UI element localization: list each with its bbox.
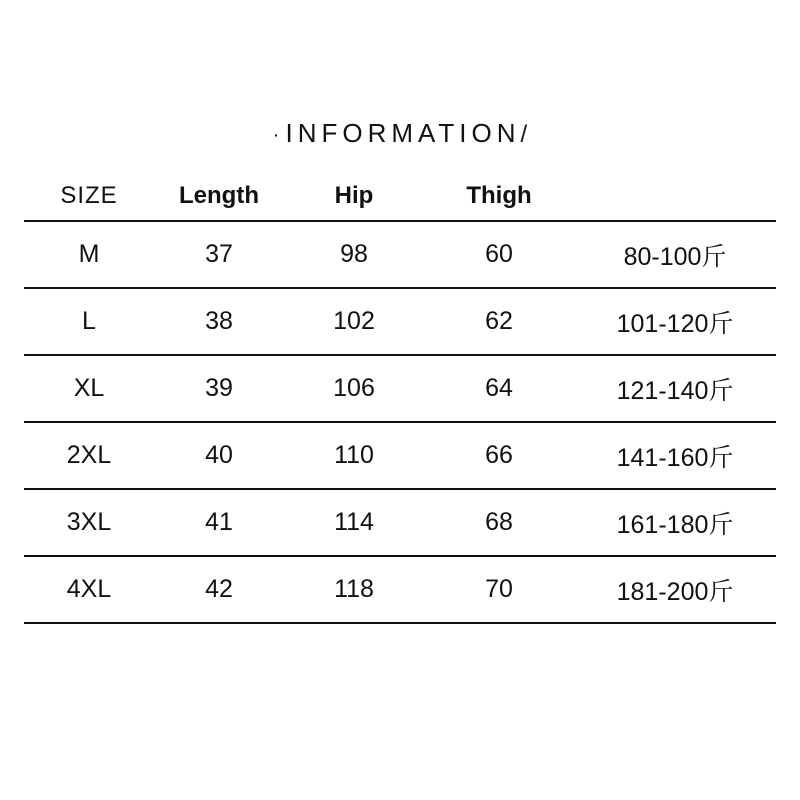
- cell-length: 40: [205, 441, 233, 469]
- cell-weight: 181-200斤: [616, 577, 734, 606]
- table-row: [24, 423, 776, 490]
- cell-weight: 161-180斤: [616, 510, 734, 539]
- title-suffix: /: [520, 121, 528, 148]
- cell-size: 4XL: [66, 575, 112, 603]
- cell-size: L: [82, 307, 96, 335]
- cell-size: 2XL: [66, 441, 112, 469]
- title-bullet: ·: [272, 123, 280, 146]
- column-header-hip: Hip: [334, 182, 374, 209]
- column-header-size: SIZE: [60, 182, 118, 209]
- table-row: [24, 222, 776, 289]
- cell-hip: 110: [334, 441, 374, 469]
- cell-thigh: 60: [485, 240, 513, 268]
- cell-length: 38: [205, 307, 233, 335]
- table-header-row: [24, 172, 776, 222]
- size-chart-table: [24, 172, 776, 624]
- cell-length: 41: [205, 508, 233, 536]
- cell-hip: 118: [334, 575, 374, 603]
- cell-size: XL: [73, 374, 105, 402]
- cell-hip: 98: [340, 240, 368, 268]
- cell-length: 39: [205, 374, 233, 402]
- cell-length: 37: [205, 240, 233, 268]
- cell-hip: 102: [333, 307, 375, 335]
- column-header-length: Length: [179, 182, 259, 209]
- cell-thigh: 64: [485, 374, 513, 402]
- cell-thigh: 66: [485, 441, 513, 469]
- cell-weight: 101-120斤: [616, 309, 734, 338]
- title-text: INFORMATION: [285, 118, 521, 148]
- cell-thigh: 68: [485, 508, 513, 536]
- cell-length: 42: [205, 575, 233, 603]
- cell-weight: 80-100斤: [623, 242, 727, 271]
- table-row: [24, 356, 776, 423]
- cell-size: 3XL: [66, 508, 112, 536]
- cell-weight: 121-140斤: [616, 376, 734, 405]
- cell-hip: 114: [334, 508, 374, 536]
- cell-weight: 141-160斤: [616, 443, 734, 472]
- table-row: [24, 557, 776, 624]
- cell-thigh: 70: [485, 575, 513, 603]
- cell-thigh: 62: [485, 307, 513, 335]
- page-title: [0, 118, 800, 149]
- table-row: [24, 490, 776, 557]
- table-row: [24, 289, 776, 356]
- cell-size: M: [78, 240, 100, 268]
- cell-hip: 106: [333, 374, 375, 402]
- column-header-thigh: Thigh: [466, 182, 532, 209]
